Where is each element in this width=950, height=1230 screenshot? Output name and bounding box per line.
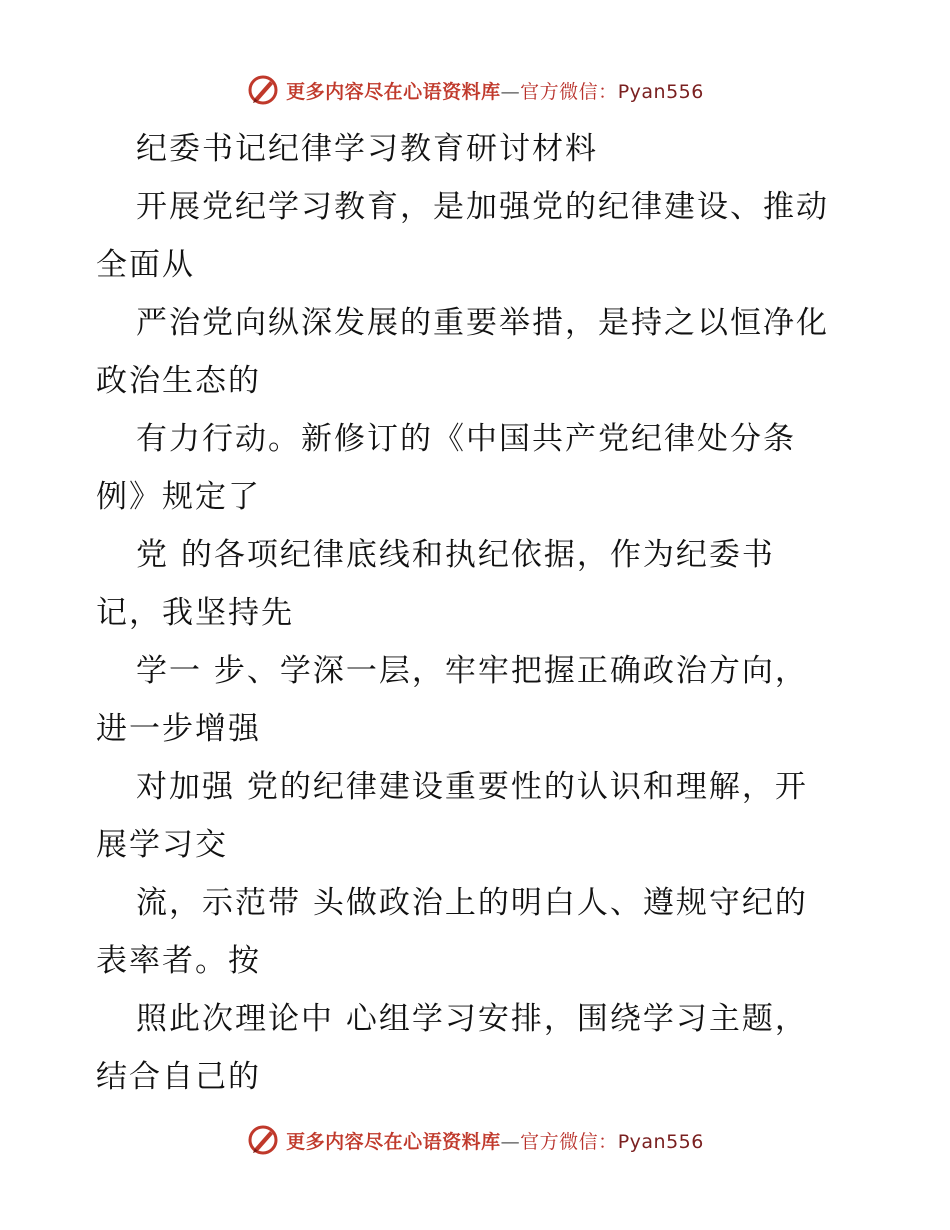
text-line: 表率者。按 (96, 943, 261, 979)
document-body (96, 120, 856, 1106)
watermark-text (286, 1127, 704, 1154)
watermark-wechat-label: 官方微信： (520, 1130, 618, 1153)
text-line: 有力行动。新修订的《中国共产党纪律处分条 (136, 421, 796, 457)
text-line: 对加强 党的纪律建设重要性的认识和理解，开 (136, 769, 808, 805)
text-line: 记，我坚持先 (96, 595, 294, 631)
text-line: 政治生态的 (96, 363, 261, 399)
text-line: 纪委书记纪律学习教育研讨材料 (136, 131, 598, 167)
text-line: 进一步增强 (96, 711, 261, 747)
watermark-text (286, 77, 704, 104)
watermark-site: 更多内容尽在心语资料库 (286, 1130, 501, 1153)
text-line: 展学习交 (96, 827, 228, 863)
pen-logo-icon (246, 1123, 280, 1157)
text-line: 学一 步、学深一层，牢牢把握正确政治方向， (136, 653, 808, 689)
watermark-wechat-id: Pyan556 (617, 1130, 704, 1153)
watermark-wechat-id: Pyan556 (617, 80, 704, 103)
text-line: 照此次理论中 心组学习安排，围绕学习主题， (136, 1001, 808, 1037)
watermark-site: 更多内容尽在心语资料库 (286, 80, 501, 103)
text-line: 严治党向纵深发展的重要举措，是持之以恒净化 (136, 305, 829, 341)
text-line: 例》规定了 (96, 479, 261, 515)
watermark-dash: — (500, 80, 521, 103)
header-watermark (0, 70, 950, 110)
watermark-wechat-label: 官方微信： (520, 80, 618, 103)
text-line: 流，示范带 头做政治上的明白人、遵规守纪的 (136, 885, 808, 921)
text-line: 开展党纪学习教育，是加强党的纪律建设、推动 (136, 189, 829, 225)
footer-watermark (0, 1120, 950, 1160)
text-line: 全面从 (96, 247, 195, 283)
watermark-dash: — (500, 1130, 521, 1153)
text-line: 党 的各项纪律底线和执纪依据，作为纪委书 (136, 537, 775, 573)
pen-logo-icon (246, 73, 280, 107)
text-line: 结合自己的 (96, 1059, 261, 1095)
